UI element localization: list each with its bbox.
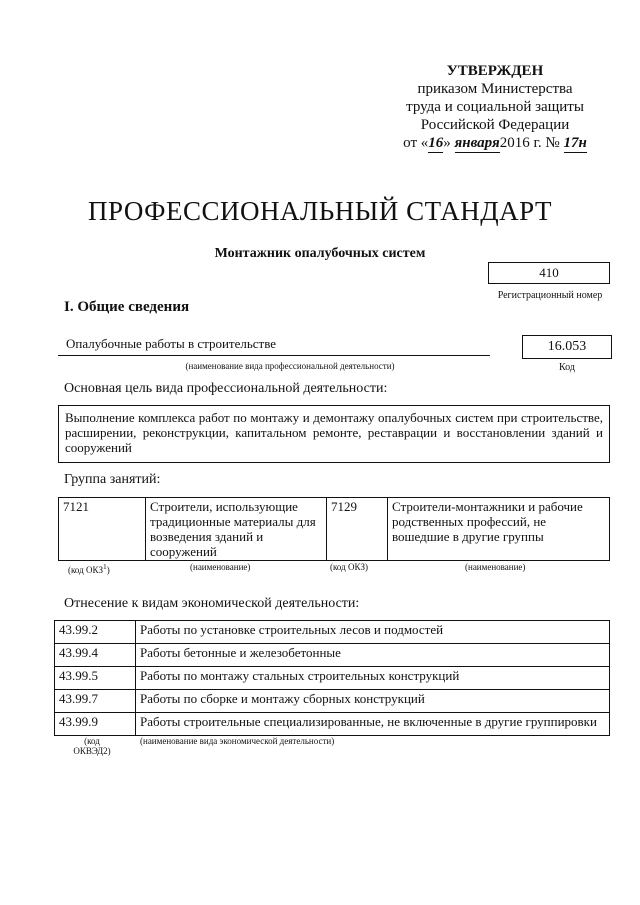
table-row [55,713,610,736]
activity-code: 16.053 [547,339,587,354]
approval-line: приказом Министерства [417,81,573,97]
okved-name-cell: Работы по монтажу стальных строительных конструкций [136,667,610,690]
okz-code-caption: (код ОКЗ) [330,562,368,572]
okved-name-cell: Работы по установке строительных лесов и подмостей [136,621,610,644]
okz-name-cell: Строители-монтажники и рабочие родственных профессий, не вошедшие в другие группы [388,498,610,561]
approval-month: января [454,135,500,151]
okved-code-cell: 43.99.7 [55,690,136,713]
goal-text: Выполнение комплекса работ по монтажу и демонтажу опалубочных систем при строительстве, расширении, реконструкции, капитальном ремонте, реставрации и восстановлении зданий и сооружений [58,405,610,463]
okz-code-caption [68,562,110,575]
okz-code-cell: 7121 [59,498,146,561]
okved-code-cell: 43.99.5 [55,667,136,690]
economic-table [54,620,610,736]
approval-line: Российской Федерации [420,117,570,133]
page-title: ПРОФЕССИОНАЛЬНЫЙ СТАНДАРТ [87,196,553,226]
okved-name-cell: Работы строительные специализированные, не включенные в другие группировки [136,713,610,736]
activity-name: Опалубочные работы в строительстве [66,336,277,351]
approval-year: 2016 г. № [499,135,560,151]
approval-mid: » [443,135,455,151]
approval-day: 16 [428,135,444,151]
registration-number-box [488,262,610,284]
caption-text: (код ОКЗ [68,565,103,575]
activity-code-box [522,335,612,359]
approval-heading: УТВЕРЖДЕН [446,63,544,79]
activity-underline [58,355,490,356]
okved-name-cell: Работы бетонные и железобетонные [136,644,610,667]
approval-number: 17н [563,135,587,151]
table-row [55,690,610,713]
registration-number: 410 [539,265,559,280]
approval-block [380,62,610,153]
okved-code-cell: 43.99.9 [55,713,136,736]
occupation-table [58,497,610,561]
activity-code-caption: Код [559,362,575,373]
okz-name-cell: Строители, использующие традиционные материалы для возведения зданий и сооружений [146,498,327,561]
okz-code-cell: 7129 [327,498,388,561]
activity-name-caption: (наименование вида профессиональной деятельности) [185,361,395,371]
approval-order-line [380,134,610,153]
footnote-ref: 1 [103,562,107,571]
table-row [55,621,610,644]
economic-label: Отнесение к видам экономической деятельности: [64,596,360,611]
standard-name: Монтажник опалубочных систем [214,246,426,261]
table-row [59,498,610,561]
okved-code-caption [62,736,122,756]
okz-name-caption: (наименование) [190,562,251,572]
caption-text: ) [106,565,110,575]
okved-code-cell: 43.99.2 [55,621,136,644]
registration-caption: Регистрационный номер [497,290,603,301]
okz-name-caption: (наименование) [465,562,526,572]
table-row [55,667,610,690]
table-row [55,644,610,667]
approval-prefix: от « [403,135,429,151]
section-heading: I. Общие сведения [64,299,190,315]
okved-name-caption: (наименование вида экономической деятельности) [140,736,335,746]
caption-text: (код [84,736,100,746]
caption-text: ОКВЭД2) [73,746,111,756]
goal-label: Основная цель вида профессиональной деятельности: [64,381,388,396]
okved-name-cell: Работы по сборке и монтажу сборных конструкций [136,690,610,713]
occupation-group-label: Группа занятий: [64,472,161,487]
approval-line: труда и социальной защиты [406,99,584,115]
okved-code-cell: 43.99.4 [55,644,136,667]
